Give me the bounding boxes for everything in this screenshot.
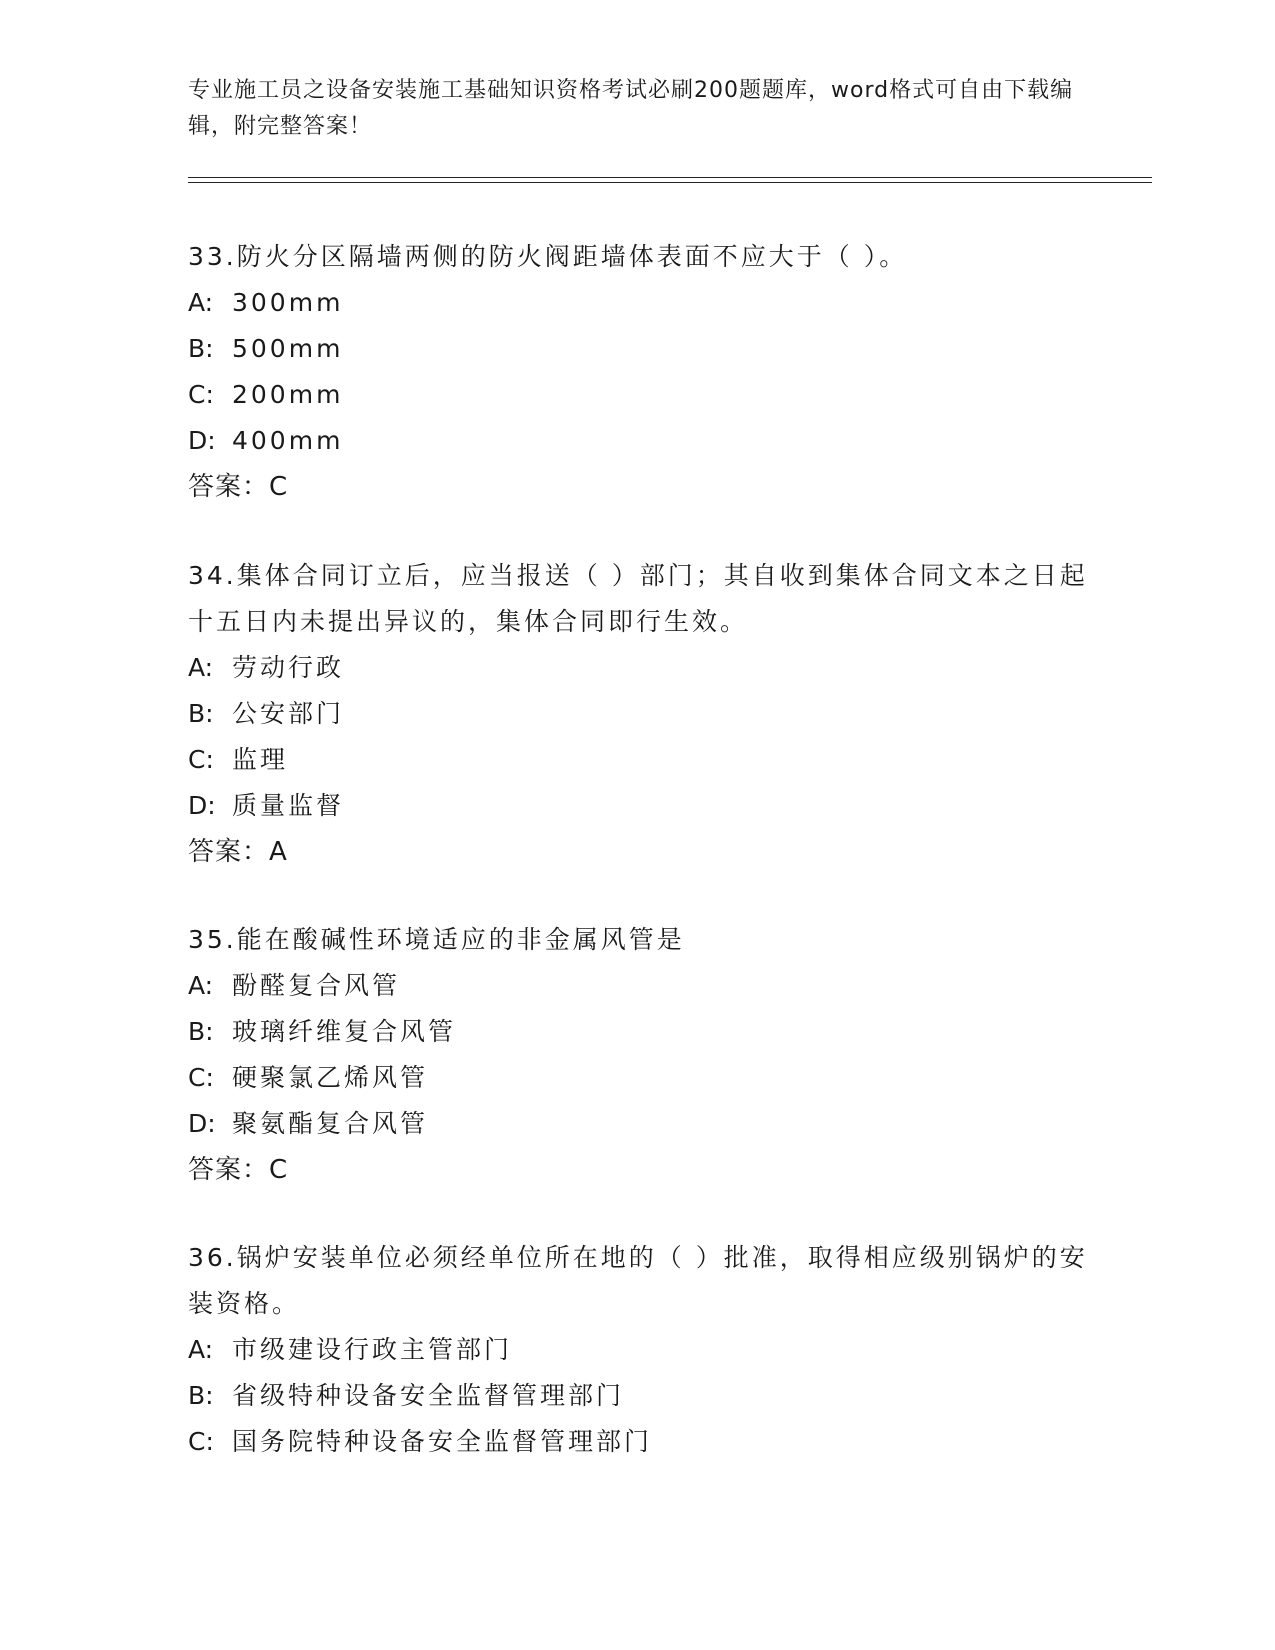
header-divider-bottom (188, 182, 1152, 183)
option-text: 聚氨酯复合风管 (232, 1109, 429, 1138)
answer-line: 答案：C (188, 472, 289, 502)
question-text: 34.集体合同订立后，应当报送（ ）部门；其自收到集体合同文本之日起十五日内未提出异议的，集体合同即行生效。 (188, 561, 1088, 636)
option-key: B: (188, 1017, 214, 1046)
question-text: 36.锅炉安装单位必须经单位所在地的（ ）批准，取得相应级别锅炉的安装资格。 (188, 1243, 1088, 1318)
option-text: 监理 (232, 745, 289, 774)
option-text: 市级建设行政主管部门 (232, 1335, 513, 1364)
option-text: 国务院特种设备安全监督管理部门 (232, 1427, 653, 1456)
option-b (188, 691, 1088, 737)
option-key: D: (188, 1109, 216, 1138)
option-c (188, 372, 1088, 418)
option-d (188, 1101, 1088, 1147)
option-text: 200mm (232, 380, 344, 409)
option-text: 质量监督 (232, 791, 345, 820)
option-key: D: (188, 426, 216, 455)
option-key: B: (188, 334, 214, 363)
option-c (188, 1055, 1088, 1101)
option-d (188, 783, 1088, 829)
option-text: 劳动行政 (232, 653, 345, 682)
option-b (188, 1373, 1088, 1419)
question-33 (188, 234, 1088, 510)
option-b (188, 326, 1088, 372)
header-divider-top (188, 177, 1152, 178)
option-key: B: (188, 699, 214, 728)
option-key: C: (188, 1063, 214, 1092)
option-text: 省级特种设备安全监督管理部门 (232, 1381, 625, 1410)
question-36 (188, 1235, 1088, 1465)
answer-line: 答案：C (188, 1155, 289, 1185)
answer-line: 答案：A (188, 837, 288, 867)
option-text: 硬聚氯乙烯风管 (232, 1063, 429, 1092)
question-35 (188, 917, 1088, 1193)
document-header: 专业施工员之设备安装施工基础知识资格考试必刷200题题库，word格式可自由下载编辑，附完整答案！ (188, 78, 1074, 139)
option-b (188, 1009, 1088, 1055)
option-a (188, 1327, 1088, 1373)
option-c (188, 1419, 1088, 1465)
option-key: A: (188, 653, 214, 682)
option-text: 公安部门 (232, 699, 345, 728)
question-text: 35.能在酸碱性环境适应的非金属风管是 (188, 925, 685, 954)
option-key: C: (188, 1427, 214, 1456)
option-key: C: (188, 380, 214, 409)
option-key: D: (188, 791, 216, 820)
option-key: B: (188, 1381, 214, 1410)
option-a (188, 280, 1088, 326)
option-key: C: (188, 745, 214, 774)
option-key: A: (188, 1335, 214, 1364)
option-c (188, 737, 1088, 783)
option-text: 400mm (232, 426, 344, 455)
option-text: 玻璃纤维复合风管 (232, 1017, 457, 1046)
option-key: A: (188, 288, 214, 317)
option-text: 500mm (232, 334, 344, 363)
option-a (188, 963, 1088, 1009)
option-d (188, 418, 1088, 464)
option-text: 300mm (232, 288, 344, 317)
option-key: A: (188, 971, 214, 1000)
option-text: 酚醛复合风管 (232, 971, 401, 1000)
option-a (188, 645, 1088, 691)
question-text: 33.防火分区隔墙两侧的防火阀距墙体表面不应大于（ ）。 (188, 242, 908, 271)
question-34 (188, 553, 1088, 875)
